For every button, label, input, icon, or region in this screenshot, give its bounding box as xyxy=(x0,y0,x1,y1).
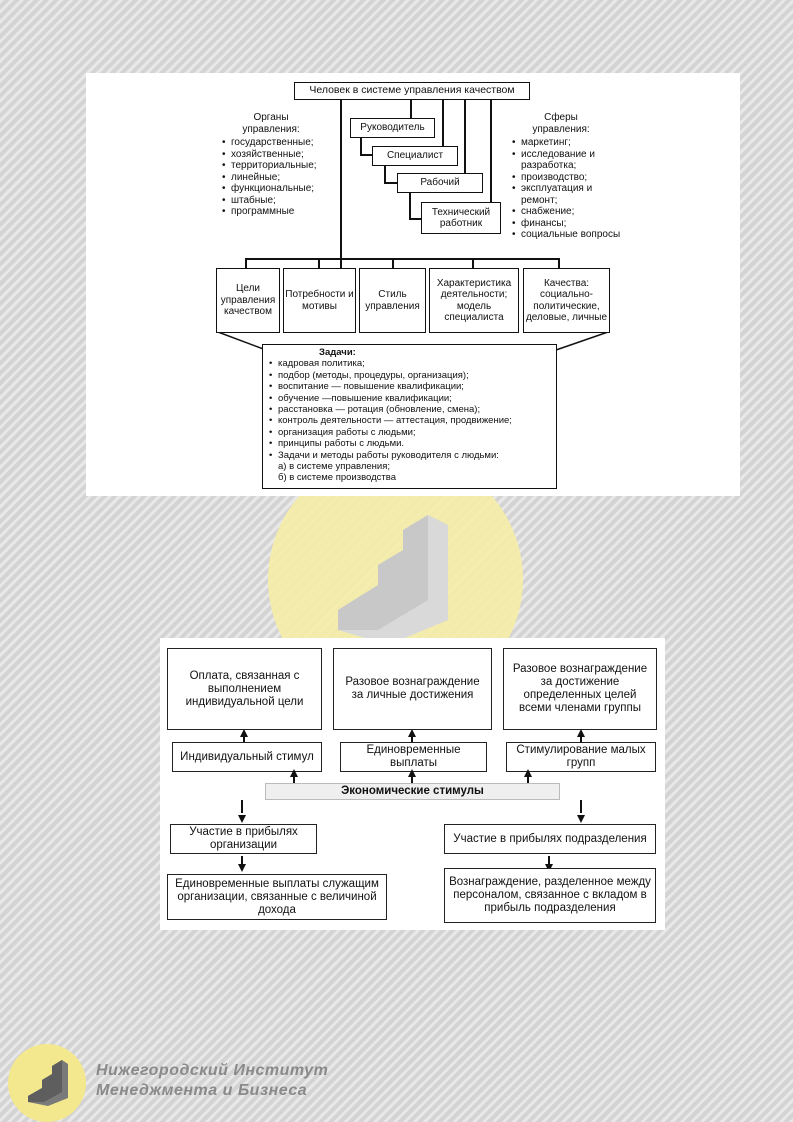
tasks-item: • контроль деятельности — аттестация, продвижение; xyxy=(269,415,550,426)
organs-title: Органы управления: xyxy=(242,112,300,135)
center-box: Экономические стимулы xyxy=(265,783,560,800)
middle-box-individual: Индивидуальный стимул xyxy=(172,742,322,772)
watermark-stairs-icon xyxy=(318,490,468,650)
bottom-box-org: Единовременные выплаты служащим организации, связанные с величиной дохода xyxy=(167,874,387,920)
tasks-item: • принципы работы с людьми. xyxy=(269,438,550,449)
tasks-item: • обучение —повышение квалификации; xyxy=(269,393,550,404)
logo-line1: Нижегородский Институт xyxy=(96,1062,329,1079)
spheres-list xyxy=(512,137,624,241)
tasks-item: • подбор (методы, процедуры, организация); xyxy=(269,370,550,381)
bottom-box-division: Вознаграждение, разделенное между персоналом, связанное с вкладом в прибыль подразделения xyxy=(444,868,656,923)
middle-box-onetime: Единовременные выплаты xyxy=(340,742,487,772)
staff-specialist: Специалист xyxy=(372,146,458,166)
lower-box-org: Участие в прибылях организации xyxy=(170,824,317,854)
organs-item: • линейные; xyxy=(222,172,342,184)
spheres-item: • производство; xyxy=(512,172,624,184)
tasks-item: • организация работы с людьми; xyxy=(269,427,550,438)
top-box-personal: Разовое вознаграждение за личные достижения xyxy=(333,648,492,730)
top-box-group: Разовое вознаграждение за достижение определенных целей всеми членами группы xyxy=(503,648,657,730)
tasks-item: • воспитание — повышение квалификации; xyxy=(269,381,550,392)
organs-list xyxy=(222,137,342,218)
staff-worker: Рабочий xyxy=(397,173,483,193)
logo-line2: Менеджмента и Бизнеса xyxy=(96,1082,308,1099)
category-goals: Цели управления качеством xyxy=(216,268,280,333)
spheres-item: • социальные вопросы xyxy=(512,229,624,241)
tasks-item: • расстановка — ротация (обновление, смена); xyxy=(269,404,550,415)
category-characteristic: Характеристика деятельности; модель специалиста xyxy=(429,268,519,333)
organs-item: • территориальные; xyxy=(222,160,342,172)
spheres-item: • маркетинг; xyxy=(512,137,624,149)
spheres-item: • исследование и разработка; xyxy=(512,149,624,172)
spheres-item: • снабжение; xyxy=(512,206,624,218)
tasks-sub-b: б) в системе производства xyxy=(278,472,396,484)
top-box-individual: Оплата, связанная с выполнением индивидуальной цели xyxy=(167,648,322,730)
spheres-item: • эксплуатация и ремонт; xyxy=(512,183,624,206)
tasks-title: Задачи: xyxy=(319,347,356,358)
organs-item: • государственные; xyxy=(222,137,342,149)
tasks-list xyxy=(269,358,550,461)
tasks-box xyxy=(262,344,557,489)
lower-box-division: Участие в прибылях подразделения xyxy=(444,824,656,854)
organs-item: • хозяйственные; xyxy=(222,149,342,161)
organs-item: • штабные; xyxy=(222,195,342,207)
middle-box-groups: Стимулирование малых групп xyxy=(506,742,656,772)
tasks-item: • Задачи и методы работы руководителя с людьми: xyxy=(269,450,550,461)
organs-item: • функциональные; xyxy=(222,183,342,195)
category-needs: Потребности и мотивы xyxy=(283,268,356,333)
spheres-item: • финансы; xyxy=(512,218,624,230)
staff-technical: Технический работник xyxy=(421,202,501,234)
spheres-title: Сферы управления: xyxy=(532,112,590,135)
category-style: Стиль управления xyxy=(359,268,426,333)
tasks-sub-a: а) в системе управления; xyxy=(278,461,391,473)
tasks-item: • кадровая политика; xyxy=(269,358,550,369)
category-qualities: Качества: социально-политические, деловые, личные xyxy=(523,268,610,333)
organs-item: • программные xyxy=(222,206,342,218)
staff-manager: Руководитель xyxy=(350,118,435,138)
logo-stairs-icon xyxy=(24,1058,72,1108)
top-title-box: Человек в системе управления качеством xyxy=(294,82,530,100)
